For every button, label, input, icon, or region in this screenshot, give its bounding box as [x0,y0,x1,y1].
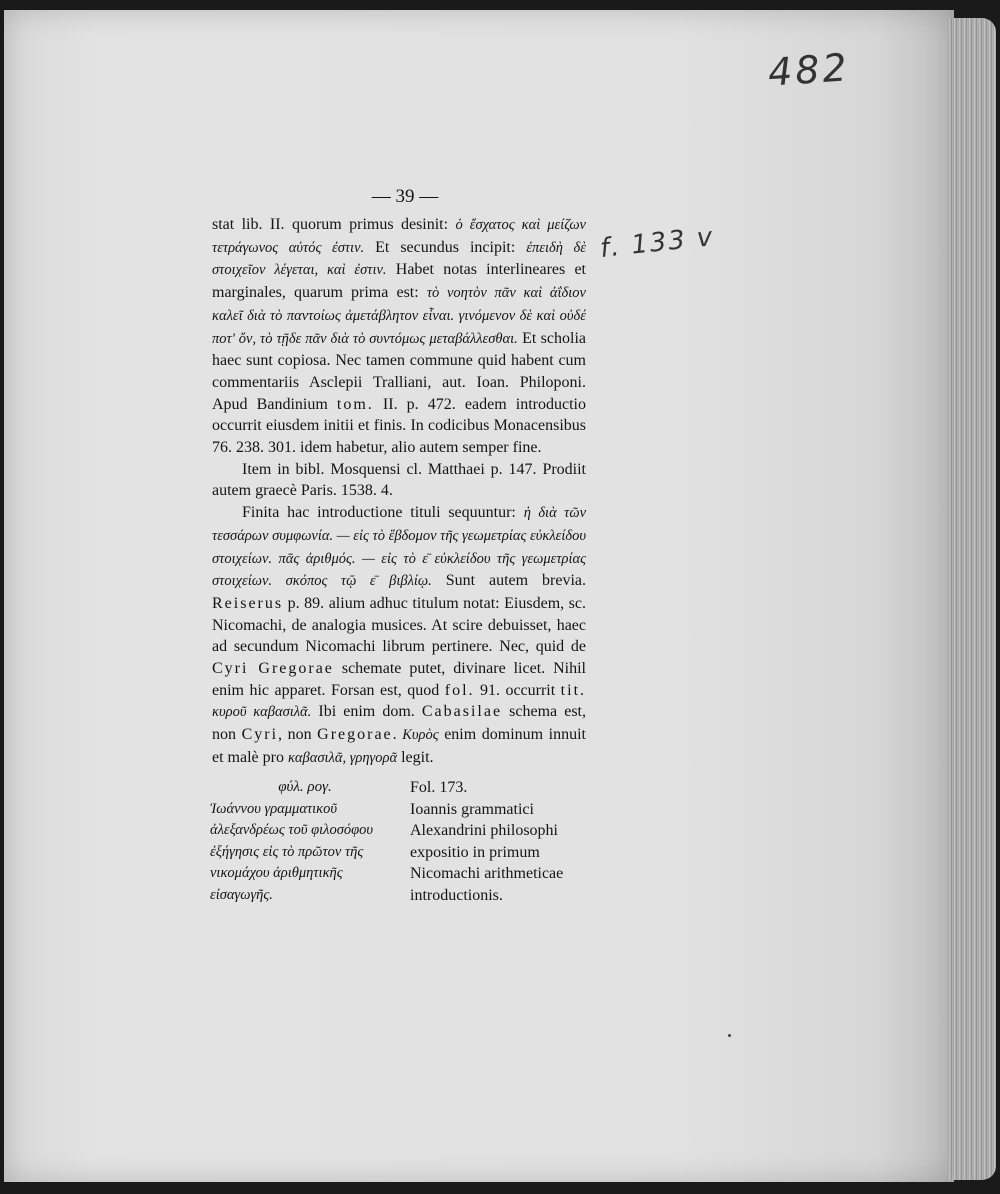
latin-run: p. 89. alium adhuc titulum notat: Eiusdem, sc. Nicomachi, de analogia musices. At scire debuisset, haec ad secundum Nicomachi librum pertinere. Nec, quid de [212,594,586,656]
latin-run: legit. [397,748,434,766]
paper-speck [728,1034,731,1037]
latin-run: . [392,726,403,744]
latin-run: II. p. 472. eadem introductio occurrit eiusdem initii et finis. In codicibus Monacensibus 76. 238. 301. idem habetur, alio autem semper fine. [212,395,586,457]
greek-title-text: Ἰωάννου γραμματικοῦ ἀλεξανδρέως τοῦ φιλοσόφου ἐξήγησις εἰς τὸ πρῶτον τῆς νικομάχου ἀριθμητικῆς εἰσαγωγῆς. [210,800,374,903]
latin-run: schemate putet, divinare licet. Nihil enim hic apparet. Forsan est, quod [212,660,586,699]
greek-run: Κυρὸς [402,727,439,744]
latin-run: enim dominum innuit et malè pro [212,726,586,766]
greek-run: κυροῦ καβασιλᾶ. [212,704,312,721]
handwritten-folio-number: 482 [766,45,851,95]
latin-run: Item in bibl. Mosquensi cl. Matthaei p. 147. Prodiit autem graecè Paris. 1538. 4. [212,460,586,500]
greek-folio-heading: φύλ. ρογ. [278,779,332,795]
greek-run: ἡ διὰ τῶν τεσσάρων συμφωνία. — εἰς τὸ ἕβδομον τῆς γεωμετρίας εὐκλείδου στοιχείων. πᾶς ἀριθμός. — εἰς τὸ ε̄ εὐκλείδου τῆς γεωμετρίας στοιχείων. σκόπος τῷ ε̄ βιβλίῳ. [212,505,586,590]
page-edges [948,18,996,1180]
latin-run: Sunt autem brevia. [431,572,586,590]
latin-run: , non [278,726,318,744]
latin-run: schema est, non [212,703,586,744]
paragraph [212,502,586,769]
spaced-run: Cyri [241,726,279,744]
spaced-run: Cabasilae [421,703,503,721]
latin-run: Finita hac introductione tituli sequuntur: [242,504,524,522]
greek-run: καβασιλᾶ, γρηγορᾶ [287,749,398,766]
greek-title-column [210,777,400,906]
handwritten-margin-note: f. 133 v [598,222,716,264]
paragraph [212,459,586,502]
spaced-run: Gregorae [317,726,393,744]
latin-run: Et scholia haec sunt copiosa. Nec tamen commune quid habent cum commentariis Asclepii Tralliani, aut. Ioan. Philoponi. Apud Bandinium [212,329,587,413]
spaced-run: fol. [444,681,475,699]
main-text [212,214,586,770]
spaced-run: tit. [560,681,587,699]
latin-run: Habet notas interlineares et marginales, quarum prima est: [212,261,587,302]
latin-folio-heading: Fol. 173. [410,779,468,796]
spaced-run: tom. [336,395,374,413]
greek-run: τὸ νοητὸν πᾶν καὶ ἀΐδιον καλεῖ διὰ τὸ παντοίως ἀμετάβλητον εἶναι. γινόμενον δὲ καὶ οὐδέ ποτ' ὄν, τὸ τῇδε πᾶν διὰ τὸ συντόμως μεταβάλλεσθαι. [212,285,586,347]
latin-run: Ibi enim dom. [311,703,422,721]
paragraph [212,214,586,459]
page-number: — 39 — [371,186,439,207]
latin-run: 91. occurrit [474,681,561,699]
spaced-run: Reiserus [212,594,284,612]
latin-run: Et secundus incipit: [364,238,527,256]
greek-run: ὁ ἔσχατος καὶ μείζων τετράγωνος αὐτός ἐστιν. [212,217,586,256]
spaced-run: Cyri Gregorae [212,660,334,678]
latin-title-column [410,777,590,906]
latin-run: stat lib. II. quorum primus desinit: [212,216,456,233]
greek-run: ἐπειδὴ δὲ στοιχεῖον λέγεται, καὶ ἐστιν. [212,239,586,279]
latin-title-text: Ioannis grammatici Alexandrini philosophi expositio in primum Nicomachi arithmeticae introductionis. [410,800,564,904]
